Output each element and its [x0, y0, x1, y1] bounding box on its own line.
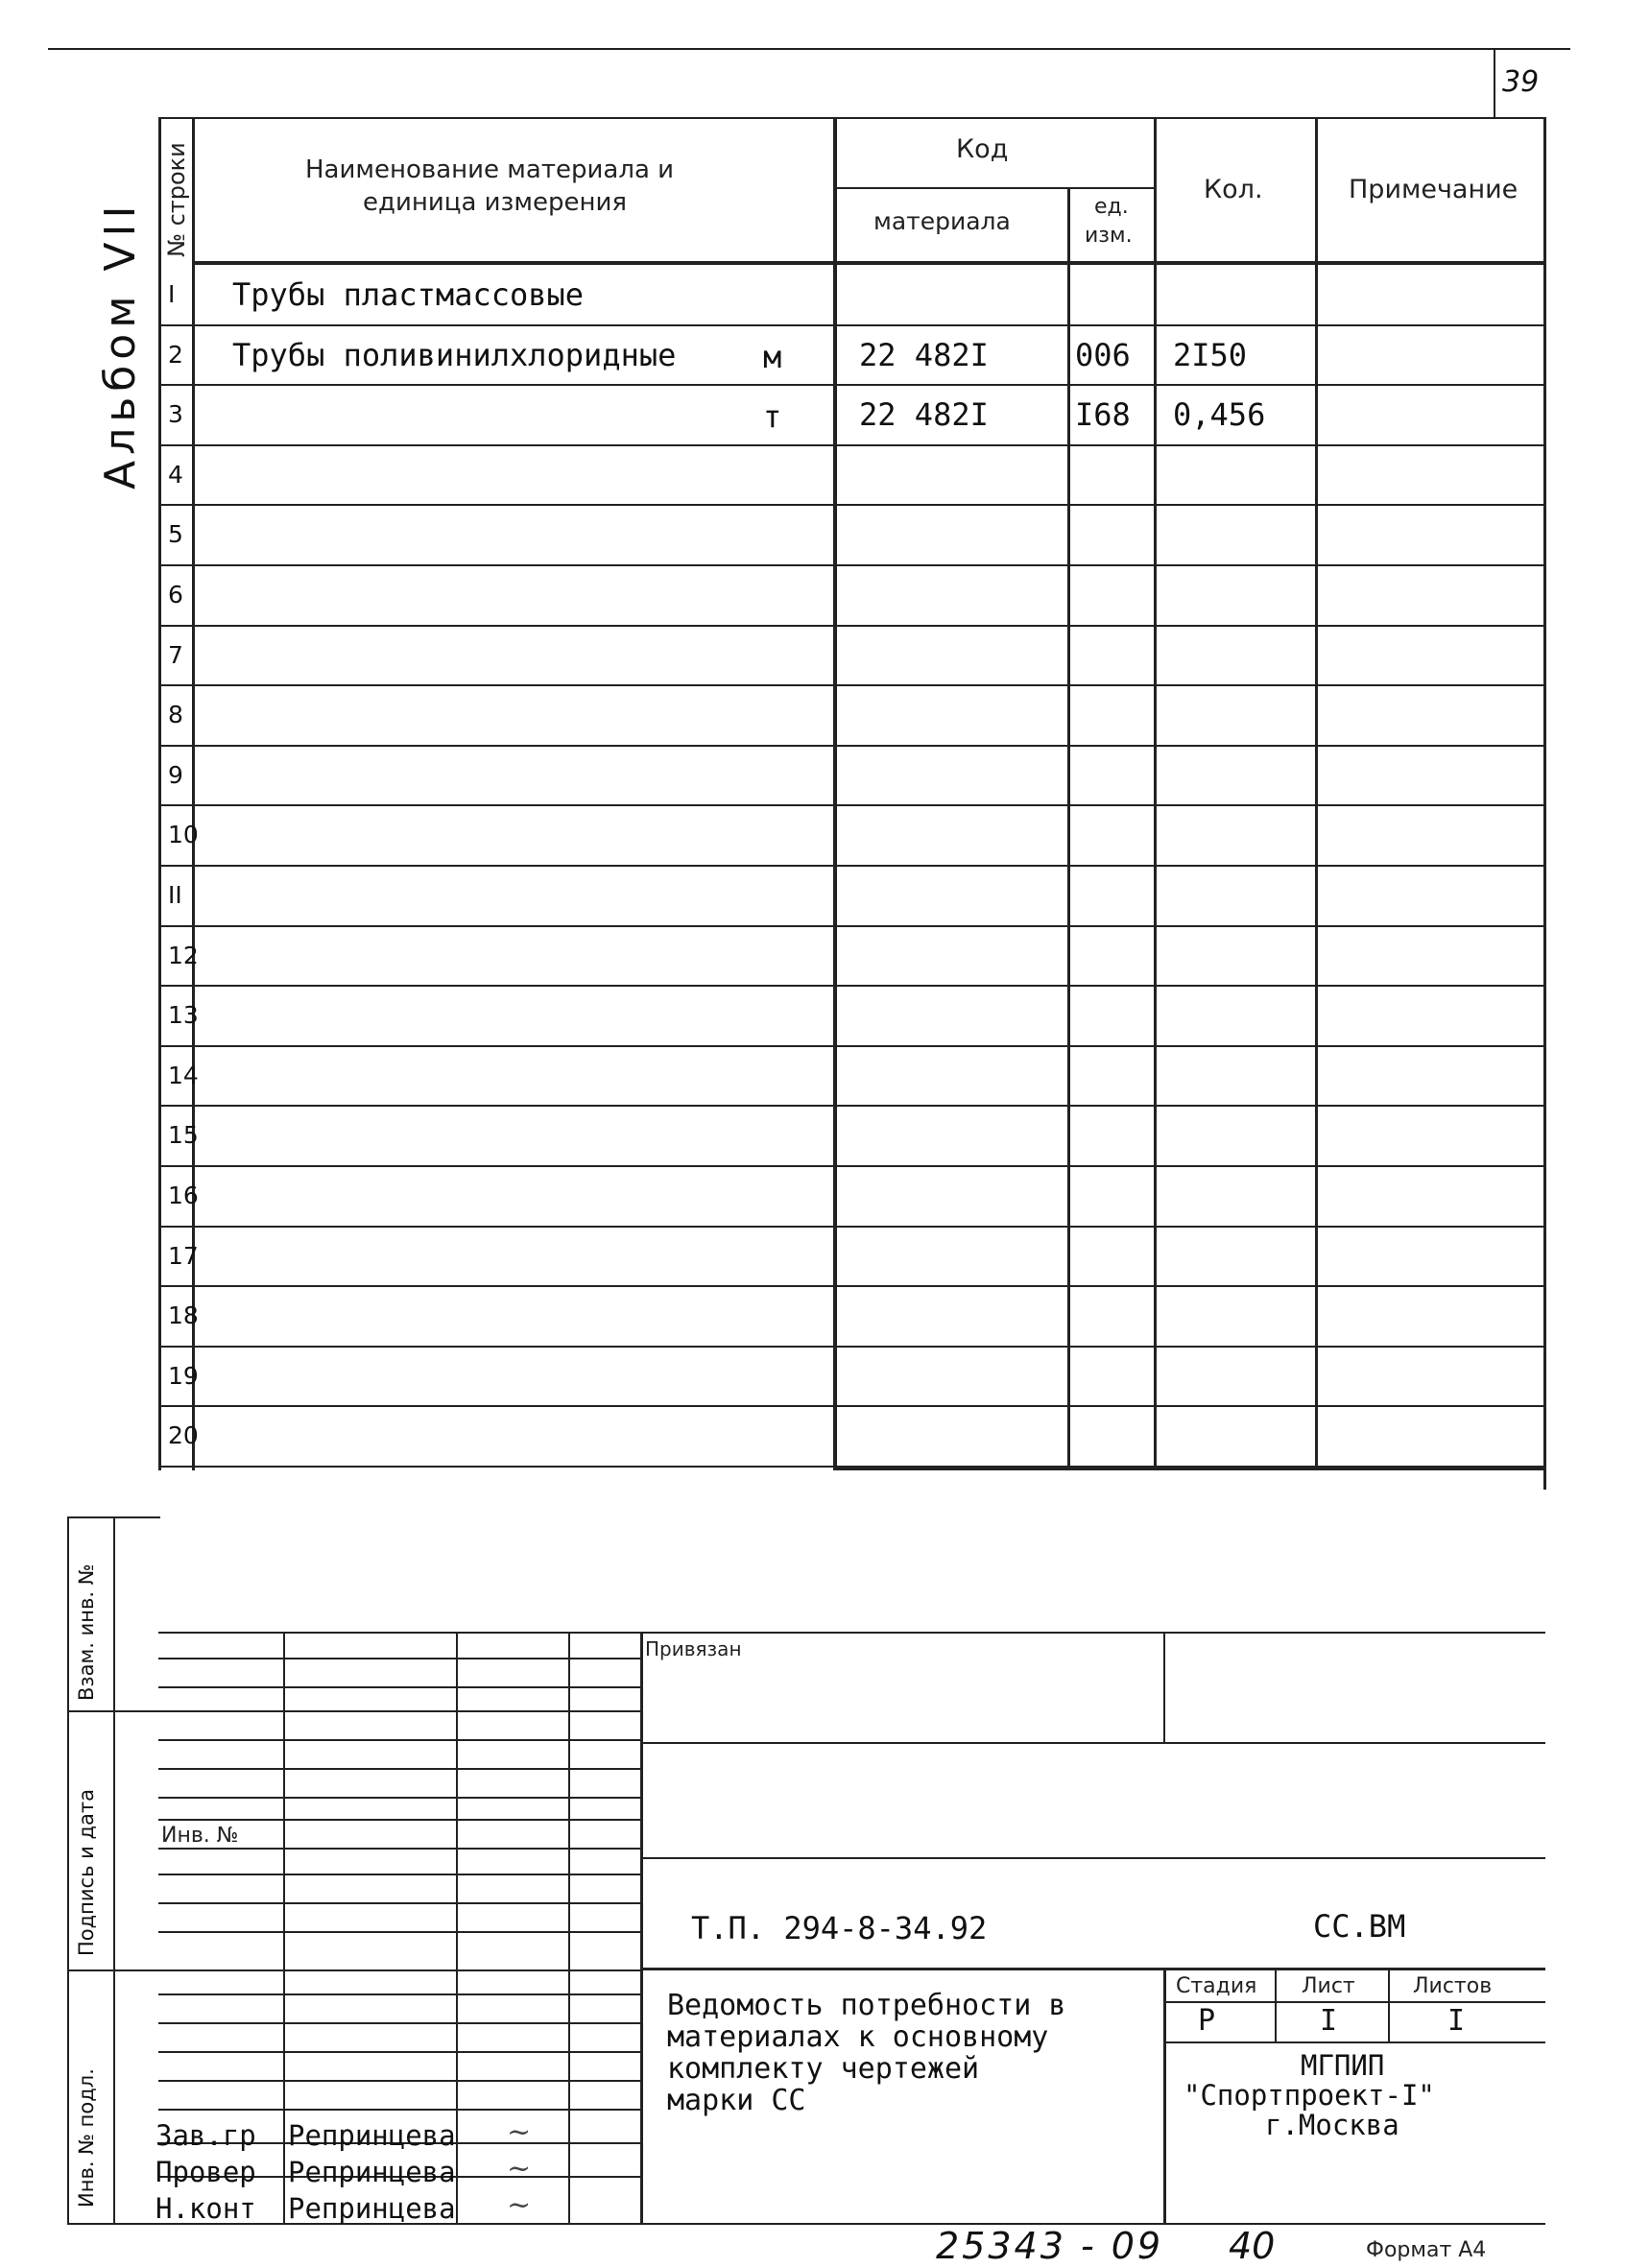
- person-name: Репринцева: [288, 2156, 456, 2188]
- grid-line: [158, 2109, 640, 2111]
- inv-no-label: Инв. №: [161, 1824, 239, 1848]
- grid-line: [158, 1710, 640, 1712]
- row-number: 16: [168, 1182, 199, 1209]
- header-note: Примечание: [1349, 175, 1518, 204]
- row-separator: [158, 865, 1545, 867]
- row-number: 18: [168, 1301, 199, 1329]
- row-separator: [158, 1466, 1545, 1468]
- row-separator: [158, 684, 1545, 686]
- header-name-line1: Наименование материала и: [305, 155, 675, 184]
- header-name-line2: единица измерения: [363, 188, 628, 217]
- row-separator: [158, 1285, 1545, 1287]
- page-number: 39: [1502, 65, 1540, 99]
- grid-line: [158, 1931, 640, 1933]
- stamp-sign-date: Подпись и дата: [75, 1789, 98, 1956]
- privyazan-label: Привязан: [645, 1637, 742, 1660]
- description-line: комплекту чертежей: [667, 2052, 980, 2086]
- row-separator: [158, 1105, 1545, 1107]
- album-label: Альбом VII: [96, 200, 145, 489]
- sheets-label: Листов: [1413, 1974, 1493, 1998]
- row-separator: [158, 1226, 1545, 1228]
- row-number: 17: [168, 1242, 199, 1270]
- grid-line: [158, 1797, 640, 1799]
- sheets-value: I: [1447, 2004, 1466, 2038]
- stage-label: Стадия: [1176, 1974, 1257, 1998]
- row-separator: [158, 745, 1545, 747]
- signature: ~: [507, 2152, 532, 2185]
- sheet-label: Лист: [1302, 1974, 1355, 1998]
- signature: ~: [507, 2188, 532, 2222]
- row-separator: [158, 804, 1545, 806]
- row-number: 12: [168, 942, 199, 969]
- grid-line: [158, 1658, 640, 1659]
- person-name: Репринцева: [288, 2119, 456, 2152]
- row-name: Трубы поливинилхлоридные: [232, 337, 677, 373]
- sheet-value: I: [1320, 2004, 1338, 2038]
- doc-code: Т.П. 294-8-34.92: [691, 1910, 988, 1946]
- grid-line: [158, 1848, 640, 1850]
- grid-line: [158, 1686, 640, 1688]
- description-line: марки СС: [667, 2084, 806, 2117]
- row-material-code: 22 482I: [859, 396, 989, 433]
- stamp-inv-podl: Инв. № подл.: [75, 2068, 98, 2208]
- grid-line: [158, 1874, 640, 1875]
- row-number: 14: [168, 1062, 199, 1089]
- row-qty: 0,456: [1173, 396, 1266, 433]
- grid-line: [158, 1902, 640, 1904]
- row-number: 19: [168, 1362, 199, 1390]
- person-role: Провер: [155, 2156, 256, 2188]
- row-number: 3: [168, 400, 183, 428]
- row-number: 5: [168, 520, 183, 548]
- grid-line: [158, 1970, 640, 1971]
- person-name: Репринцева: [288, 2192, 456, 2225]
- row-separator: [158, 564, 1545, 566]
- grid-line: [158, 1993, 640, 1995]
- org-line: "Спортпроект-I": [1184, 2079, 1435, 2112]
- row-number: 2: [168, 341, 183, 369]
- header-material: материала: [873, 207, 1011, 235]
- grid-line: [158, 1768, 640, 1770]
- row-separator: [158, 444, 1545, 446]
- row-unit-code: I68: [1075, 396, 1131, 433]
- doc-mark: СС.ВМ: [1313, 1908, 1406, 1945]
- row-separator: [158, 324, 1545, 326]
- grid-line: [158, 2080, 640, 2082]
- grid-line: [158, 2022, 640, 2024]
- person-role: Н.конт: [155, 2192, 256, 2225]
- footer-number: 25343 - 09: [936, 2225, 1164, 2267]
- row-number: 4: [168, 461, 183, 489]
- row-separator: [158, 504, 1545, 506]
- grid-line: [158, 1739, 640, 1741]
- header-unit-1: ед.: [1094, 195, 1129, 219]
- row-qty: 2I50: [1173, 337, 1248, 373]
- row-separator: [158, 1045, 1545, 1047]
- row-number: 20: [168, 1421, 199, 1449]
- stamp-inv-zam: Взам. инв. №: [75, 1564, 98, 1701]
- footer-page: 40: [1229, 2225, 1276, 2267]
- row-number: 6: [168, 581, 183, 609]
- org-line: г.Москва: [1265, 2109, 1399, 2141]
- row-number: 15: [168, 1121, 199, 1149]
- row-number: I: [168, 280, 176, 308]
- row-separator: [158, 384, 1545, 386]
- signature: ~: [507, 2115, 532, 2149]
- row-material-code: 22 482I: [859, 337, 989, 373]
- row-separator: [158, 1165, 1545, 1167]
- header-qty: Кол.: [1204, 175, 1263, 204]
- row-separator: [158, 1405, 1545, 1407]
- grid-line: [158, 1819, 640, 1821]
- description-line: материалах к основному: [667, 2020, 1049, 2054]
- row-number: 13: [168, 1001, 199, 1029]
- row-number: 10: [168, 821, 199, 848]
- footer-format: Формат А4: [1366, 2238, 1487, 2262]
- org-line: МГПИП: [1301, 2049, 1385, 2082]
- header-row-no: № строки: [163, 142, 190, 257]
- stage-value: Р: [1198, 2004, 1216, 2038]
- row-unit-code: 006: [1075, 337, 1131, 373]
- row-number: 9: [168, 761, 183, 789]
- description-line: Ведомость потребности в: [667, 1989, 1066, 2022]
- row-unit: м: [763, 339, 782, 375]
- row-separator: [158, 625, 1545, 627]
- row-separator: [158, 1346, 1545, 1348]
- row-unit: т: [763, 398, 782, 435]
- row-number: II: [168, 881, 182, 909]
- row-number: 7: [168, 641, 183, 669]
- row-number: 8: [168, 701, 183, 728]
- row-separator: [158, 925, 1545, 927]
- row-name: Трубы пластмассовые: [232, 276, 585, 313]
- header-code: Код: [956, 134, 1009, 164]
- person-role: Зав.гр: [155, 2119, 256, 2152]
- header-unit-2: изм.: [1085, 224, 1133, 248]
- grid-line: [158, 2051, 640, 2053]
- row-separator: [158, 985, 1545, 987]
